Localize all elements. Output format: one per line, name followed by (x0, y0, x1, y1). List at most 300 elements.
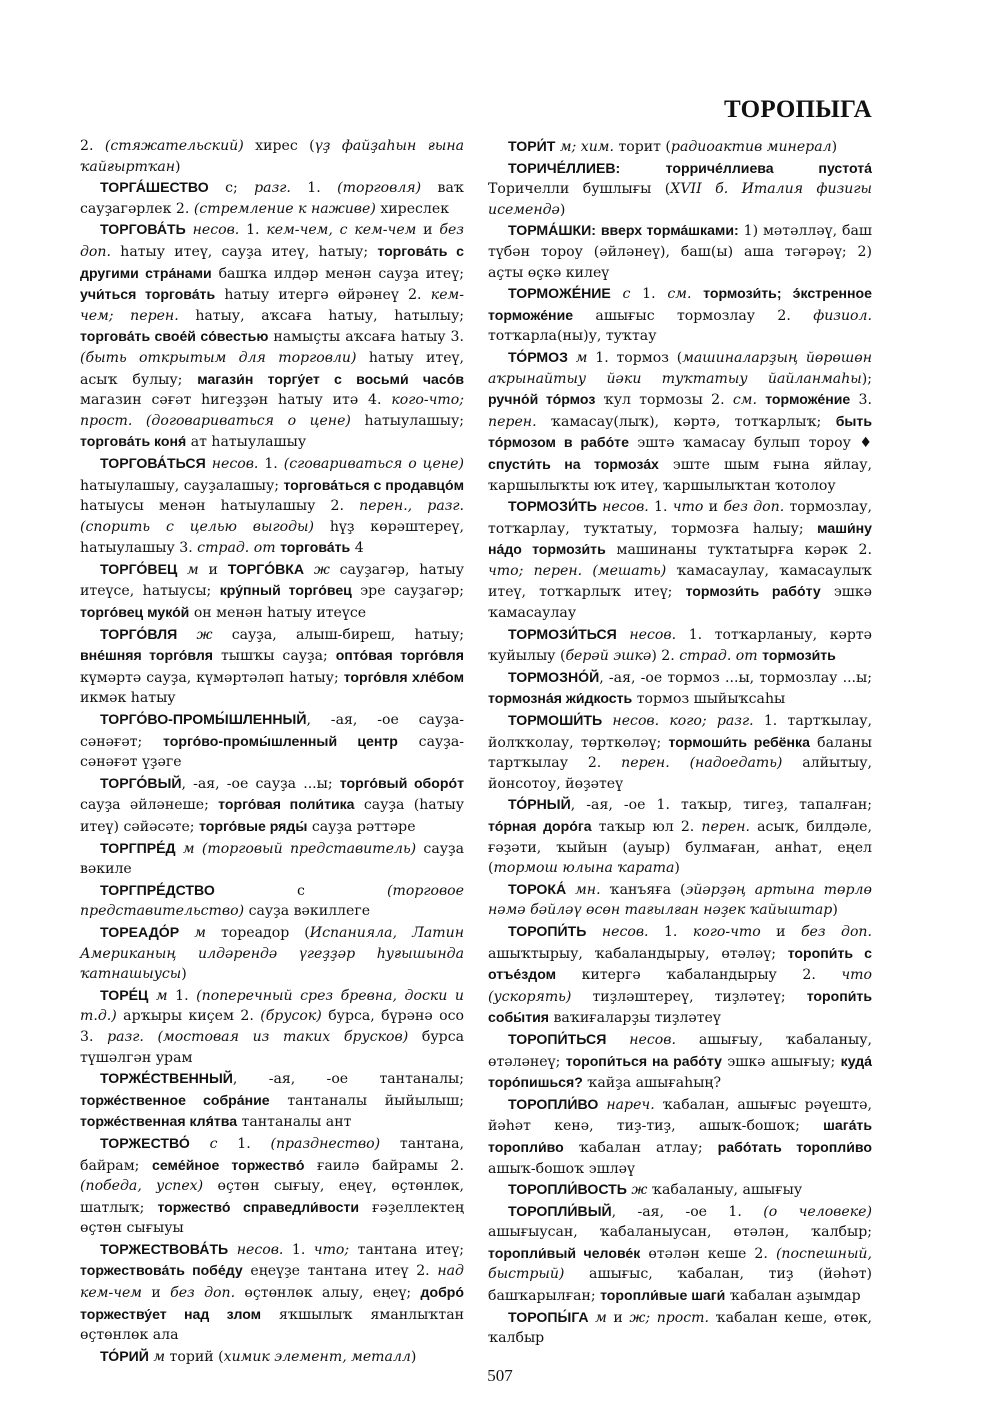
entry-headword: ТОРЕАДО́Р (100, 923, 180, 940)
grammar-note: XVII б. Италия физигы исемендә (488, 181, 872, 218)
grammar-note: (мостовая из таких брусков) (157, 1028, 409, 1045)
entry-headword: ТОРОПЛИ́ВОСТЬ (508, 1181, 627, 1198)
translation-text: сауҙа рәттәре (307, 819, 416, 835)
dictionary-entry (80, 1346, 464, 1368)
entry-headword: ТОРОПИ́ТЬ (508, 922, 587, 939)
translation-text: ) (175, 158, 181, 175)
dictionary-entry (488, 794, 872, 878)
grammar-note: что; перен. (488, 562, 583, 579)
translation-text: һатыу итергә өйрәнеү 2. (215, 287, 431, 304)
translation-text: сауҙа-сәнәғәт үҙәге (80, 733, 464, 771)
translation-text (582, 563, 592, 579)
grammar-note: с (610, 286, 631, 303)
example-phrase: магази́н торгу́ет с восьми́ часо́в (197, 370, 464, 387)
dictionary-entry (488, 710, 872, 794)
translation-text: ) (674, 860, 680, 877)
example-phrase: торможе́ние (765, 391, 851, 408)
dictionary-entry (488, 158, 872, 221)
translation-text: ҡанъяға ( (600, 881, 686, 898)
grammar-note: несов. (205, 455, 259, 472)
translation-text (144, 1029, 158, 1045)
translation-text: ашыҡтырыу, ҡабаландырыу, өтәләү; (488, 945, 788, 962)
dictionary-entry (488, 921, 872, 1029)
example-phrase: торгова́ть с другими стра́нами (80, 242, 465, 281)
grammar-note: (поспешный, быстрый) (488, 1245, 872, 1283)
example-phrase: добро́ торжеству́ет над злом (80, 1284, 464, 1322)
translation-text: торий ( (165, 1348, 224, 1365)
grammar-note: (брусок) (260, 1008, 322, 1025)
grammar-note: что (841, 967, 872, 984)
dictionary-entry (488, 1307, 872, 1349)
example-phrase: шага́ть торопли́во (488, 1117, 872, 1155)
translation-text: и (703, 499, 724, 516)
entry-headword: ТОРМОШИ́ТЬ (508, 712, 603, 729)
grammar-note: (торговля) (337, 180, 422, 197)
entry-headword: ТО́РИЙ (100, 1347, 149, 1364)
translation-text: ашығыс, ҡабалан, тиҙ (йәһәт) башҡарылған; (488, 1266, 872, 1305)
translation-text: и (198, 561, 228, 578)
entry-headword: ТОРОПЫ́ГА (508, 1308, 589, 1325)
grammar-note: ж (304, 561, 330, 578)
translation-text: 1. (648, 923, 693, 940)
translation-text: ) (410, 1348, 417, 1365)
translation-text: тышҡы сауҙа; (213, 648, 336, 665)
grammar-note: ж; прост. (629, 1309, 710, 1326)
translation-text: һатыулашыу, сауҙалашыу; (80, 477, 284, 494)
example-phrase: торопли́вый челове́к (488, 1244, 641, 1261)
dictionary-entry (488, 283, 872, 347)
grammar-note: несов. (185, 222, 240, 239)
grammar-note: перен., разг. (359, 498, 465, 515)
grammar-note: м (175, 840, 195, 857)
translation-text: ашығыс тормозлау 2. (573, 307, 814, 324)
example-phrase: кру́пный торго́вец (219, 582, 352, 599)
translation-text: 2. (80, 138, 105, 154)
entry-headword: ТОРМОЗНО́Й (508, 668, 600, 685)
entry-headword: ТОРЖЕСТВОВА́ТЬ (100, 1240, 229, 1257)
entry-headword: ТОРЖЕ́СТВЕННЫЙ (100, 1070, 233, 1087)
grammar-note: разг. (107, 1028, 144, 1045)
translation-text: ҡабаланыу, ашығыу (647, 1182, 803, 1199)
example-phrase: торгова́ть (280, 539, 351, 556)
grammar-note: (стремление к наживе) (193, 200, 376, 217)
page-number: 507 (487, 1366, 513, 1385)
translation-text: баланы тартҡылау 2. (488, 734, 872, 772)
dictionary-entry (488, 1201, 872, 1307)
example-phrase: тормозна́я жи́дкость (488, 690, 633, 707)
translation-text (132, 413, 146, 429)
grammar-note: (торговый представитель) (201, 840, 417, 857)
grammar-note: химик элемент, металл (223, 1348, 411, 1365)
translation-text: 1. тартҡылау, йолҡҡолау, төрткөләү; (488, 713, 873, 751)
example-phrase: торопи́ться на рабо́ту (565, 1052, 722, 1069)
grammar-note: кем-чем, с кем-чем (266, 222, 417, 239)
entry-headword: ТОРЕ́Ц (100, 986, 149, 1003)
dictionary-entry (488, 347, 872, 496)
grammar-note: что (672, 499, 704, 516)
grammar-note: кого-что; прост. (80, 392, 464, 429)
grammar-note: несов. (228, 1241, 284, 1258)
translation-text: ҡамасаулау, ҡамасаулыҡ итеү, тотҡарлыҡ итеү; (488, 562, 873, 601)
entry-headword: ТОРМОЗИ́ТЬСЯ (508, 625, 617, 642)
grammar-note: м; хим. (555, 139, 614, 155)
grammar-note: страд. от (679, 648, 758, 665)
translation-text: эшкә ашығыу; (721, 1053, 841, 1070)
dictionary-entry (80, 1239, 464, 1346)
translation-text: ҡамасау(лыҡ), кәртә, тотҡарлыҡ; (536, 413, 836, 430)
translation-text: 1. тотҡарланыу, кәртә ҡуйылыу ( (488, 626, 872, 665)
translation-text: эштә ҡамасау булып тороу ♦ (628, 435, 872, 452)
translation-text: ҡабалан атлау; (563, 1139, 718, 1156)
grammar-note: несов. (616, 626, 677, 643)
grammar-note: (о человеке) (763, 1203, 872, 1220)
grammar-note: разг. (254, 180, 291, 197)
translation-text: ) (559, 201, 566, 218)
dictionary-entry (488, 667, 872, 710)
grammar-note: эйәрҙәң артына төрлө нәмә бәйләү өсөн тағылған нәҙек ҡайыштар (488, 881, 872, 919)
entry-headword: ТОРИЧЕ́ЛЛИЕВ: (508, 159, 621, 176)
grammar-note: машиналарҙың йөрөшөн аҡрынайтыу йәки туҡтатыу йайланмаһы (488, 349, 873, 387)
translation-text: һатыу, аҡсаға һатыу, һатылыу; (178, 307, 464, 324)
translation-text: тантаналы йыйылыш; (269, 1092, 464, 1109)
example-phrase: вне́шняя торго́вля (80, 647, 214, 664)
translation-text: яҡшылыҡ яманлыҡтан өҫтөнлөк ала (80, 1306, 464, 1344)
translation-text: ҡабалан кеше, өтөк, ҡалбыр (488, 1309, 872, 1347)
translation-text: ҡабалан аҙымдар (725, 1288, 861, 1305)
translation-text (620, 161, 665, 177)
example-phrase: тормоши́ть ребёнка (668, 733, 810, 750)
entry-headword: ТОРГО́ВО-ПРОМЫ́ШЛЕННЫЙ (100, 711, 307, 728)
dictionary-entry (488, 879, 872, 921)
entry-headword: ТОРОПЛИ́ВЫЙ (508, 1202, 612, 1219)
entry-headword: ТОРГО́ВЕЦ (100, 560, 178, 577)
translation-text: өҫтөнлөк алыу, еңеү; (235, 1285, 421, 1302)
dictionary-entry (80, 219, 464, 453)
grammar-note: физиол. (813, 307, 872, 324)
entry-headword: ТОРМОЗИ́ТЬ (508, 498, 597, 515)
translation-text: тантаналы ант (237, 1114, 352, 1131)
grammar-note: (празднество) (270, 1135, 381, 1152)
translation-text: таҡыр юл 2. (591, 819, 702, 835)
dictionary-entry (80, 922, 464, 985)
grammar-note: (поперечный срез бревна, доски и т.д.) (80, 987, 464, 1025)
translation-text: тотҡарла(ны)у, туҡтау (488, 328, 657, 345)
translation-text: ваҡиғаларҙы тиҙләтеү (548, 1010, 721, 1027)
translation-text: ашығыусан, ҡабаланыусан, өтәлән, ҡалбыр; (488, 1224, 872, 1241)
dictionary-entry (488, 1094, 872, 1179)
example-phrase: торопи́ть собы́тия (488, 987, 872, 1026)
example-phrase: торже́ственная кля́тва (80, 1113, 238, 1130)
grammar-note: несов. (606, 1031, 676, 1048)
grammar-note: м (148, 1348, 166, 1365)
entry-headword: ТОРГО́ВЫЙ (100, 774, 182, 791)
entry-headword: ТОРОКА́ (508, 880, 567, 897)
grammar-note: (победа, успех) (80, 1178, 204, 1195)
grammar-note: несов. (602, 713, 660, 730)
entry-headword: ТОРЖЕСТВО́ (100, 1134, 190, 1151)
translation-text: ) (832, 902, 838, 919)
translation-text: намыҫты аҡсаға һатыу 3. (268, 329, 464, 346)
entry-headword: ТОРГОВА́ТЬ (100, 221, 186, 238)
grammar-note: кого-что (692, 923, 761, 940)
grammar-note: (спорить с целью выгоды) (80, 518, 314, 535)
translation-text (691, 286, 703, 302)
example-phrase: опто́вая торго́вля (335, 647, 464, 664)
grammar-note: ж (177, 626, 213, 643)
translation-text: , -ая, -ое 1. (611, 1203, 764, 1220)
translation-text: , -ая, -ое сауҙа-сәнәғәт; (80, 712, 464, 750)
entry-headword: ТОРИ́Т (508, 138, 556, 154)
translation-text: ҡабалан, ашығыс рәүештә, йәһәт кенә, тиҙ-тиҙ, ашыҡ-бошоҡ; (488, 1096, 872, 1135)
translation-text (195, 841, 202, 857)
grammar-note: с (189, 1135, 218, 1152)
dictionary-entry (80, 838, 464, 880)
grammar-note: без доп. (800, 923, 872, 940)
entry-headword: ТОРГО́ВЛЯ (100, 625, 178, 642)
dictionary-entry (80, 136, 464, 177)
translation-text: алйытыу, йонсотоу, йөҙәтеү (488, 755, 872, 792)
example-phrase: торжествова́ть побе́ду (80, 1262, 243, 1279)
grammar-note: м (148, 987, 168, 1004)
translation-text: эре сауҙагәр; (351, 583, 465, 600)
dictionary-entry (488, 496, 872, 624)
translation-text: һатыу итеү, сауҙа итеү, һатыу; (110, 243, 378, 260)
example-phrase: торго́во-промы́шленный центр (163, 732, 398, 749)
dictionary-entry (80, 1133, 464, 1239)
translation-text: 1. (167, 987, 197, 1004)
example-phrase: ТОРГО́ВКА (227, 560, 305, 577)
grammar-note: (быть открытым для торговли) (80, 349, 357, 366)
translation-text: һатыу итеү, асыҡ булыу; (80, 349, 464, 388)
translation-text: , -ая, -ое 1. таҡыр, тигеҙ, тапалған; (570, 797, 872, 814)
grammar-note: кого; разг. (669, 713, 754, 730)
translation-text: тореадор ( (205, 924, 310, 941)
example-phrase: вверх торма́шками: (600, 222, 739, 239)
dictionary-entry (80, 880, 464, 922)
example-phrase: быть то́рмозом в рабо́те (488, 412, 872, 451)
translation-text: , -ая, -ое тантаналы; (232, 1071, 464, 1088)
grammar-note: см. (732, 392, 757, 409)
example-phrase: торжество́ справедли́вости (157, 1198, 360, 1215)
grammar-note: несов. (596, 499, 649, 516)
example-phrase: торопли́вые шаги́ (600, 1287, 726, 1304)
left-column (80, 136, 464, 1367)
translation-text: күмәртә сауҙа, күмәртәләп һатыу; (80, 669, 344, 686)
grammar-note: несов. (586, 923, 649, 940)
translation-text: башҡа илдәр менән сауҙа итеү; (211, 265, 464, 282)
dictionary-entry (80, 985, 464, 1068)
translation-text: с (214, 882, 387, 899)
translation-text: бурса түшәлгән урам (80, 1028, 464, 1066)
translation-text: һүҙ көрәштереү, һатыулашыу 3. (80, 518, 464, 557)
entry-headword: ТО́РНЫЙ (508, 796, 571, 813)
translation-text: 1. (290, 180, 338, 197)
grammar-note: берәй эшкә (565, 648, 652, 665)
translation-text: бурса, бүрәнә осо 3. (80, 1008, 464, 1045)
grammar-note: (сговариваться о цене) (283, 455, 464, 472)
translation-text: ); (861, 370, 872, 387)
entry-headword: ТОРГОВА́ТЬСЯ (100, 454, 206, 471)
grammar-note: кем-чем; перен. (80, 287, 464, 324)
grammar-note: Испанияла, Латин Американың илдәрендә үгеҙҙәр һуғышында ҡатнашыусы (80, 924, 464, 983)
translation-text: 1. (258, 455, 284, 472)
translation-text: ғәҙеллектең өҫтөн сығыуы (80, 1199, 464, 1237)
grammar-note: м (588, 1309, 607, 1326)
translation-text: эшкә ҡамасаулау (488, 584, 872, 622)
translation-text: сауҙа, алыш-биреш, һатыу; (212, 626, 464, 643)
grammar-note: что; (313, 1241, 350, 1258)
grammar-note: перен. (701, 819, 750, 835)
translation-text: хирес ( (243, 138, 315, 154)
translation-text: тормозлау, тотҡарлау, туҡтатыу, тормозға һалыу; (488, 499, 873, 537)
dictionary-entry (488, 136, 872, 158)
translation-text: ғаилә байрамы 2. (304, 1157, 464, 1174)
translation-text (757, 392, 765, 408)
grammar-note: (мешать) (592, 562, 667, 579)
example-phrase: торго́вые ряды́ (199, 818, 308, 834)
translation-text: , -ая, -ое тормоз ...ы, тормозлау ...ы; (599, 669, 872, 686)
translation-text: 3. (850, 392, 872, 409)
translation-text: Торичелли бушлығы ( (488, 181, 671, 198)
right-column (488, 136, 872, 1349)
translation-text: сауҙа әйләнеше; (80, 797, 219, 814)
example-phrase: торго́вец муко́й (80, 604, 190, 621)
grammar-note: без доп. (80, 222, 464, 260)
dictionary-entry (80, 177, 464, 219)
translation-text: ) 2. (651, 648, 680, 665)
example-phrase: учи́ться торгова́ть (80, 286, 216, 303)
example-phrase: тормози́ть рабо́ту (685, 583, 821, 600)
translation-text: ҡул тормозы 2. (595, 392, 733, 409)
grammar-note: (стяжательский) (104, 138, 244, 154)
entry-headword: ТОРОПИ́ТЬСЯ (508, 1030, 607, 1047)
example-phrase: ручно́й то́рмоз (488, 391, 596, 408)
grammar-note: (договариваться о цене) (145, 412, 351, 429)
example-phrase: торго́вый оборо́т (339, 774, 464, 791)
translation-text: торит ( (613, 139, 671, 155)
example-phrase: торже́ственное собра́ние (80, 1091, 270, 1108)
example-phrase: тормози́ть; э́кстренное торможе́ние (488, 285, 872, 323)
translation-text: һатыулашыу; (350, 412, 465, 429)
example-phrase: торгова́ть свое́й со́вестью (80, 328, 269, 345)
translation-text: тантана итеү; (349, 1241, 464, 1258)
translation-text: 1) мәтәлләү, баш түбән тороу (әйләнеү), баш(ы) аша тәгәрәү; 2) аҫты өҫкә килеү (488, 223, 872, 281)
example-phrase: торго́вля хле́бом (343, 668, 464, 685)
translation-text (670, 755, 690, 771)
entry-headword: ТОРГПРЕ́Д (100, 839, 176, 856)
translation-text: 1. (283, 1241, 314, 1258)
dictionary-entry (488, 1179, 872, 1201)
grammar-note: без доп. (723, 499, 785, 516)
dictionary-entry (80, 624, 464, 709)
grammar-note: м (179, 924, 206, 941)
dictionary-entry (488, 624, 872, 667)
translation-text: и (142, 1285, 171, 1302)
grammar-note: (торговое представительство) (80, 882, 464, 920)
translation-text: ) (181, 966, 187, 983)
grammar-note: радиоактив минерал (670, 139, 832, 155)
translation-text: ) (831, 139, 838, 155)
example-phrase: спусти́ть на тормоза́х (488, 455, 659, 472)
translation-text: магазин сәғәт һигеҙҙән һатыу итә 4. (80, 392, 392, 409)
example-phrase: семе́йное торжество́ (152, 1156, 305, 1173)
grammar-note: без доп. (170, 1285, 236, 1302)
grammar-note: үҙ файҙаһын ғына ҡайғыртҡан (80, 138, 465, 175)
translation-text: он менән һатыу итеүсе (189, 605, 367, 622)
translation-text: ваҡ сауҙагәрлек 2. (80, 180, 464, 217)
example-phrase: тормози́ть (762, 647, 836, 664)
translation-text: сауҙа (һатыу итеү) сәйәсәте; (80, 797, 465, 835)
translation-text: ашығыу, ҡабаланыу, өтәләнеү; (488, 1031, 872, 1070)
translation-text (659, 713, 669, 729)
translation-text: ат һатыулашыу (186, 434, 307, 451)
grammar-note: м (177, 561, 199, 578)
grammar-note: тормош юлына ҡарата (493, 860, 675, 877)
translation-text: асыҡ, билдәле, ғәҙәти, ҡыйын (ауыр) булмаған, анһат, еңел ( (488, 819, 872, 877)
running-head: ТОРОПЫГА (724, 96, 872, 123)
example-phrase: рабо́тать торопли́во (717, 1138, 872, 1155)
translation-text: хиреслек (375, 200, 450, 217)
translation-text: и (606, 1309, 630, 1326)
dictionary-entry (80, 709, 464, 773)
example-phrase: торгова́ться с продавцо́м (283, 476, 465, 493)
translation-text: тантана, байрам; (80, 1135, 464, 1174)
dictionary-entry (488, 1029, 872, 1094)
grammar-note: над кем-чем (80, 1263, 464, 1302)
grammar-note: ж (626, 1182, 648, 1199)
example-phrase: куда́ торо́пишься? (488, 1052, 872, 1091)
translation-text: сауҙагәр, һатыу итеүсе, һатыусы; (80, 561, 464, 600)
grammar-note: нареч. (598, 1096, 655, 1113)
translation-text: һатыусы менән һатыулашыу 2. (80, 498, 360, 515)
example-phrase: то́рная доро́га (488, 818, 592, 834)
example-phrase: торриче́ллиева пустота́ (665, 159, 872, 176)
translation-text: арҡыры киҫем 2. (116, 1008, 261, 1025)
translation-text: с; (208, 180, 255, 197)
entry-headword: ТОРГА́ШЕСТВО (100, 179, 209, 196)
dictionary-entry (80, 773, 464, 838)
translation-text: ашыҡ-бошоҡ эшләү (488, 1160, 635, 1177)
grammar-note: м (567, 349, 588, 366)
entry-headword: ТОРОПЛИ́ВО (508, 1095, 599, 1112)
translation-text: сауҙа вәкиле (80, 840, 464, 878)
dictionary-entry (488, 220, 872, 283)
entry-headword: ТОРМОЖЕ́НИЕ (508, 285, 611, 302)
example-phrase: торгова́ть коня́ (80, 433, 187, 450)
translation-text: тиҙләштереү, тиҙләтеү; (571, 988, 807, 1005)
example-phrase: торго́вая поли́тика (218, 796, 355, 813)
example-phrase: маши́ну на́до тормози́ть (488, 519, 872, 558)
translation-text: 1. (217, 1135, 271, 1152)
translation-text: эште шым ғына яйлау, ҡаршылыҡты юҡ итеү, ҡаршылыҡтан ҡотолоу (488, 456, 872, 494)
grammar-note: страд. от (197, 540, 276, 557)
translation-text: өҫтөн сығыу, еңеү, өҫтөнлөк, шатлыҡ; (80, 1178, 464, 1216)
translation-text: 1. тормоз ( (587, 349, 683, 366)
translation-text: 4 (350, 540, 364, 557)
translation-text: икмәк һатыу (80, 690, 176, 707)
grammar-note: (ускорять) (488, 988, 572, 1005)
dictionary-entry (80, 453, 464, 559)
translation-text: 1. (648, 499, 673, 516)
translation-text: өтәлән кеше 2. (640, 1245, 776, 1262)
grammar-note: (надоедать) (689, 755, 783, 772)
translation-text: ҡайҙа ашығаһың? (582, 1075, 722, 1092)
translation-text: 1. (239, 222, 267, 239)
translation-text: китергә ҡабаландырыу 2. (556, 967, 842, 984)
entry-headword: ТО́РМОЗ (508, 348, 568, 365)
translation-text: тормоз шыйыҡсаһы (632, 691, 786, 708)
dictionary-entry (80, 1068, 464, 1133)
